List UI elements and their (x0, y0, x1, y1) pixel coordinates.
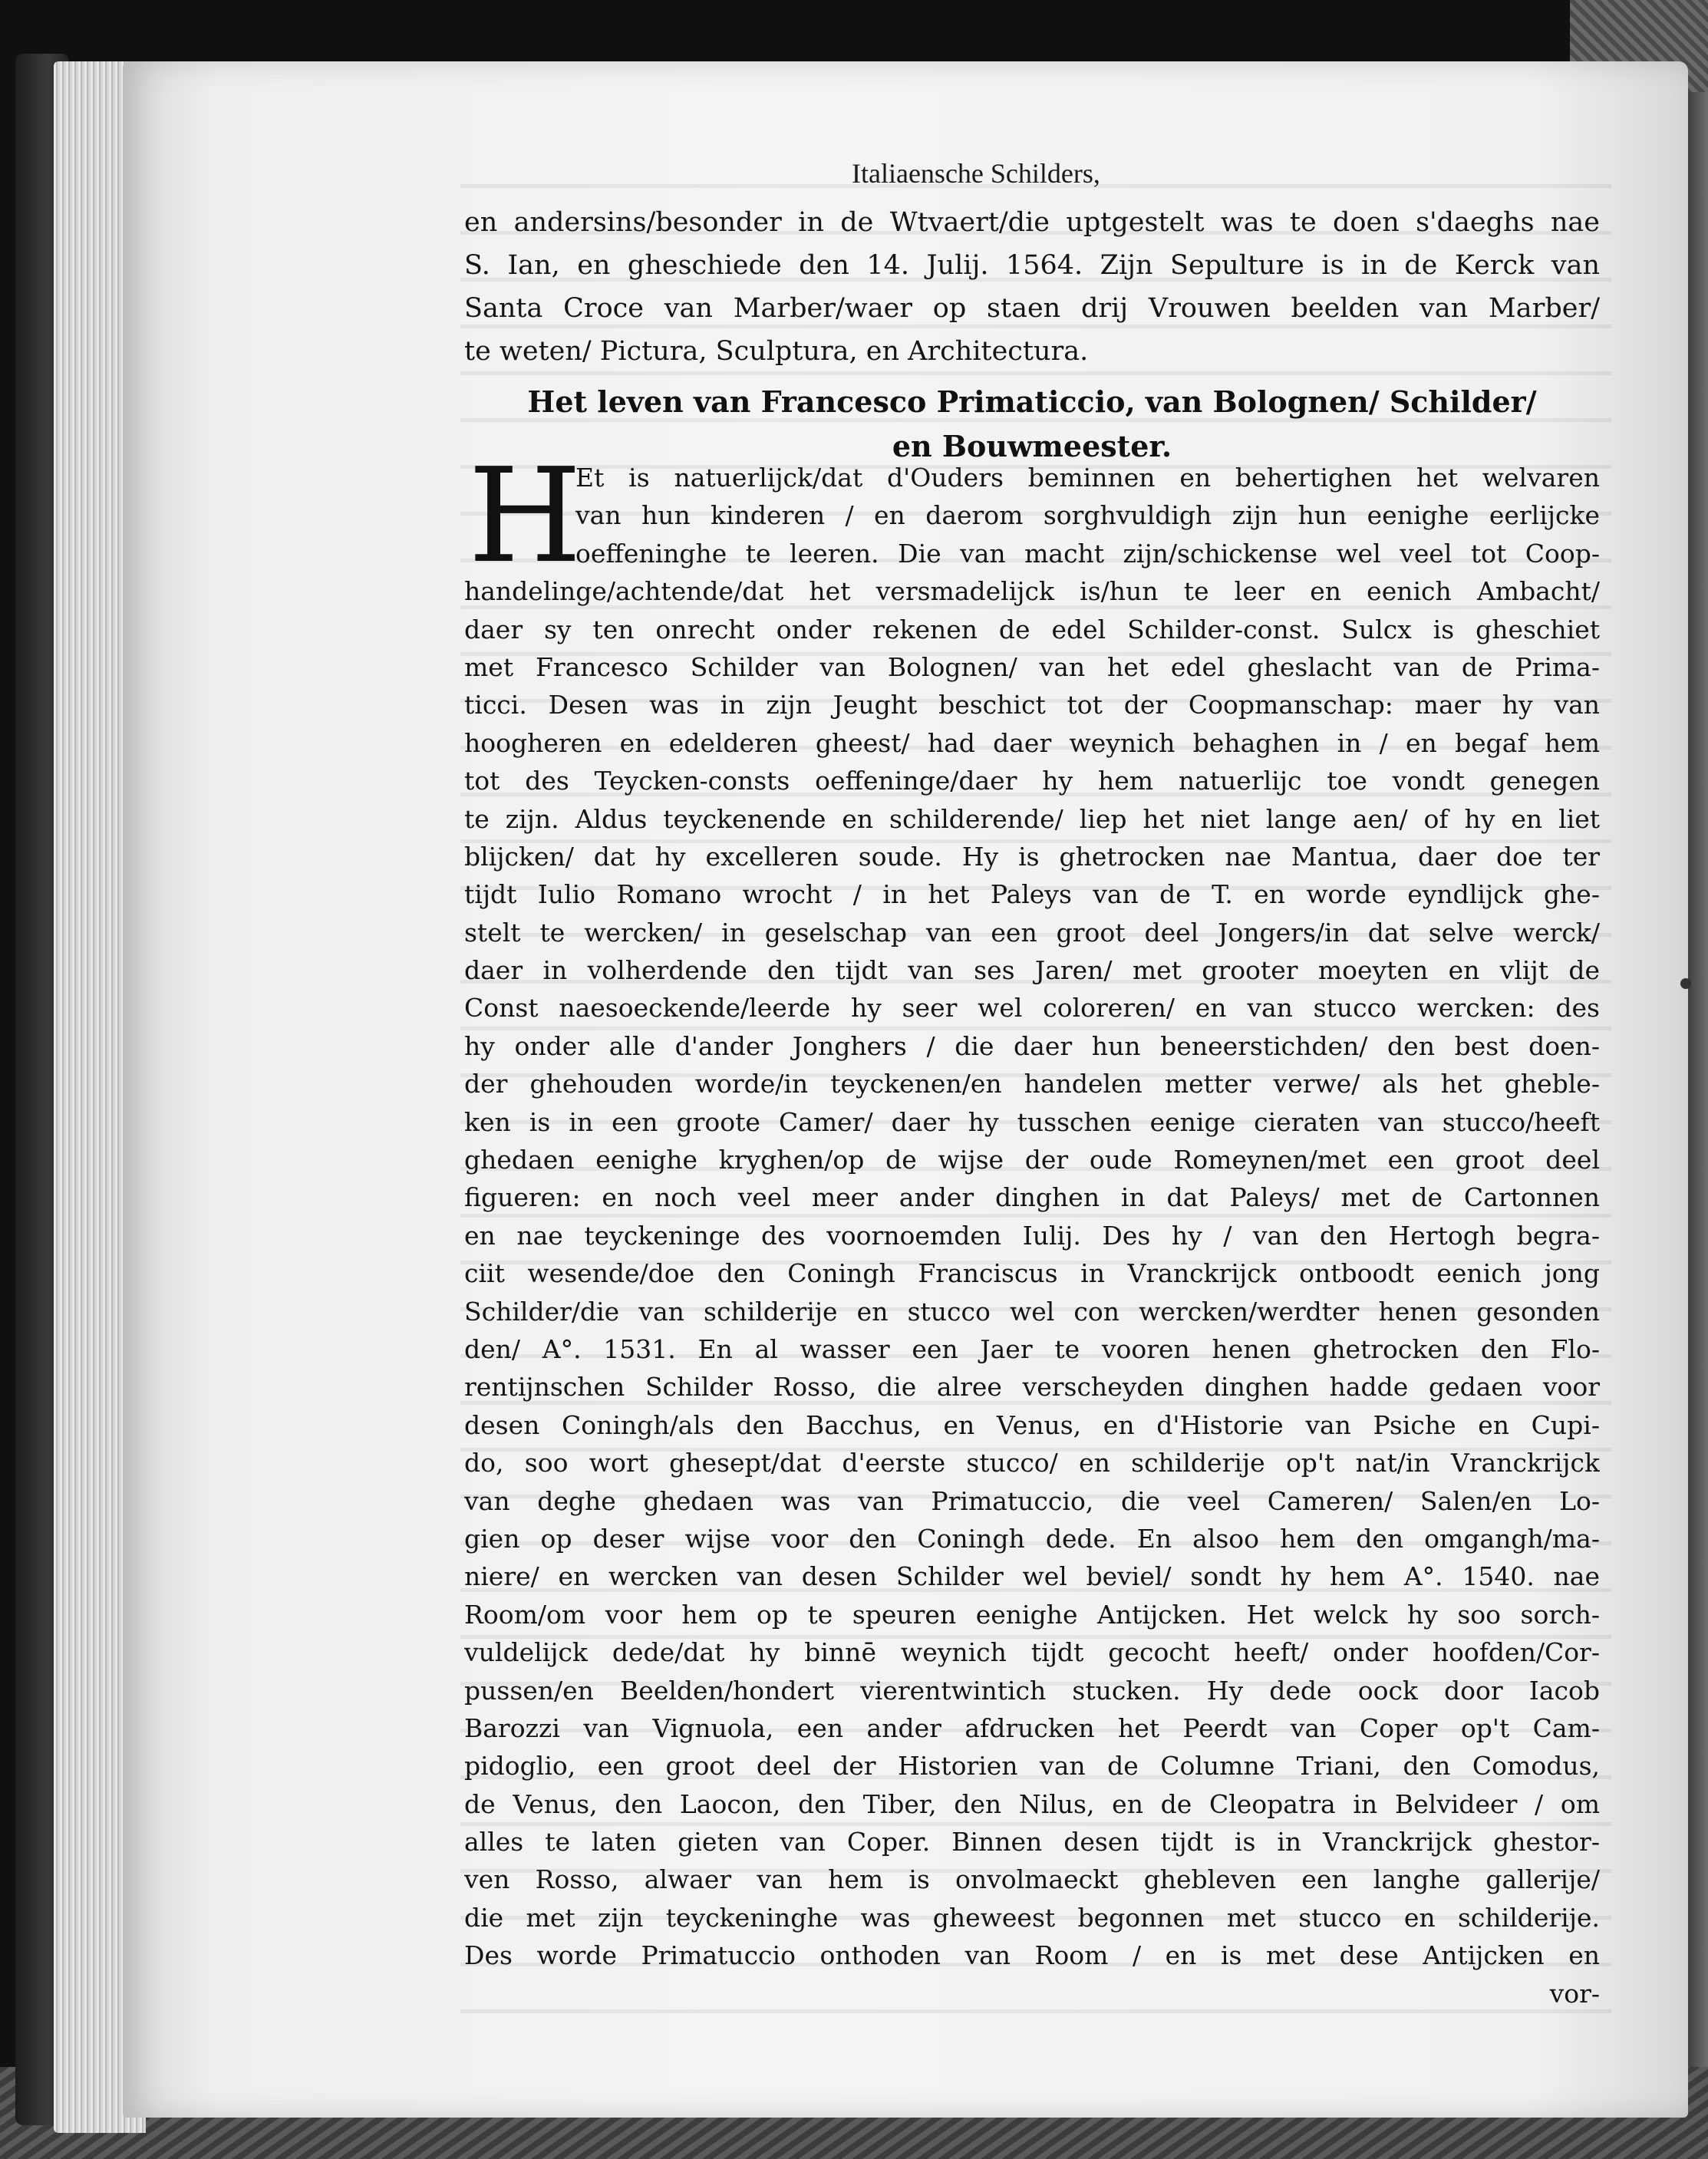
text-line: en nae teyckeninge des voornoemden Iulij. Des hy / van den Hertogh begra- (464, 1220, 1600, 1251)
chapter-heading (464, 380, 1600, 469)
top-paragraph (464, 201, 1600, 373)
heading-line: en Bouwmeester. (892, 429, 1172, 463)
heading-line: Het leven van Francesco Primaticcio, van Bolognen/ Schilder/ (527, 384, 1537, 419)
text-line: de Venus, den Laocon, den Tiber, den Nilus, en de Cleopatra in Belvideer / om (464, 1788, 1600, 1819)
text-line: Const naesoeckende/leerde hy seer wel coloreren/ en van stucco wercken: des (464, 993, 1600, 1023)
text-line: ken is in een groote Camer/ daer hy tusschen eenige cieraten van stucco/heeft (464, 1106, 1600, 1137)
text-line: rentijnschen Schilder Rosso, die alree verscheyden dinghen hadde gedaen voor (464, 1372, 1600, 1403)
text-line: te weten/ Pictura, Sculptura, en Architectura. (464, 336, 1089, 367)
text-line: hoogheren en edelderen gheest/ had daer weynich behaghen in / en begaf hem (464, 727, 1600, 758)
text-line: figueren: en noch veel meer ander dinghen in dat Paleys/ met de Cartonnen (464, 1182, 1600, 1213)
text-line: tijdt Iulio Romano wrocht / in het Paleys van de T. en worde eyndlijck ghe- (464, 879, 1600, 910)
text-line: pidoglio, een groot deel der Historien van de Columne Triani, den Comodus, (464, 1751, 1600, 1782)
text-line: do, soo wort ghesept/dat d'eerste stucco/ en schilderije op't nat/in Vranckrijck (464, 1448, 1600, 1478)
text-line: oeffeninghe te leeren. Die van macht zijn/schickense wel veel tot Coop- (575, 538, 1600, 569)
text-line: den/ A°. 1531. En al wasser een Jaer te vooren henen ghetrocken den Flo- (464, 1333, 1600, 1364)
text-line: ven Rosso, alwaer van hem is onvolmaeckt ghebleven een langhe gallerije/ (464, 1864, 1600, 1895)
text-line: ghedaen eenighe kryghen/op de wijse der oude Romeynen/met een groot deel (464, 1145, 1600, 1175)
text-line: blijcken/ dat hy excelleren soude. Hy is ghetrocken nae Mantua, daer doe ter (464, 841, 1600, 872)
text-line: alles te laten gieten van Coper. Binnen desen tijdt is in Vranckrijck ghestor- (464, 1827, 1600, 1857)
text-line: die met zijn teyckeninghe was gheweest begonnen met stucco en schilderije. (464, 1902, 1600, 1933)
text-line: Barozzi van Vignuola, een ander afdrucken het Peerdt van Coper op't Cam- (464, 1712, 1600, 1743)
text-line: S. Ian, en gheschiede den 14. Julij. 1564. Zijn Sepulture is in de Kerck van (464, 250, 1600, 281)
text-line: tot des Teycken-consts oeffeninge/daer hy hem natuerlijc toe vondt genegen (464, 766, 1600, 796)
text-line: gien op deser wijse voor den Coningh dede. En alsoo hem den omgangh/ma- (464, 1523, 1600, 1554)
text-line: en andersins/besonder in de Wtvaert/die uptgestelt was te doen s'daeghs nae (464, 207, 1600, 238)
text-line: Schilder/die van schilderije en stucco wel con wercken/werdter henen gesonden (464, 1296, 1600, 1327)
text-line: van deghe ghedaen was van Primatuccio, die veel Cameren/ Salen/en Lo- (464, 1485, 1600, 1516)
text-line: der ghehouden worde/in teyckenen/en handelen metter verwe/ als het gheble- (464, 1069, 1600, 1099)
text-line: Santa Croce van Marber/waer op staen drij Vrouwen beelden van Marber/ (464, 293, 1600, 324)
running-head: Italiaensche Schilders, (852, 158, 1100, 189)
text-line: handelinge/achtende/dat het versmadelijck is/hun te leer en eenich Ambacht/ (464, 576, 1600, 607)
text-line: te zijn. Aldus teyckenende en schilderende/ liep het niet lange aen/ of hy en liet (464, 803, 1600, 834)
cloth-edge (1685, 92, 1708, 2159)
page-mark (1680, 978, 1691, 989)
text-line: daer sy ten onrecht onder rekenen de edel Schilder-const. Sulcx is gheschiet (464, 614, 1600, 644)
text-line: daer in volherdende den tijdt van ses Jaren/ met grooter moeyten en vlijt de (464, 955, 1600, 986)
text-line: stelt te wercken/ in geselschap van een groot deel Jongers/in dat selve werck/ (464, 917, 1600, 948)
text-line: van hun kinderen / en daerom sorghvuldigh zijn hun eenighe eerlijcke (575, 500, 1600, 531)
text-line: pussen/en Beelden/hondert vierentwintich stucken. Hy dede oock door Iacob (464, 1675, 1600, 1706)
text-line: desen Coningh/als den Bacchus, en Venus, en d'Historie van Psiche en Cupi- (464, 1409, 1600, 1440)
text-line: met Francesco Schilder van Bolognen/ van het edel gheslacht van de Prima- (464, 651, 1600, 682)
text-line: ciit wesende/doe den Coningh Franciscus in Vranckrijck ontboodt eenich jong (464, 1258, 1600, 1289)
text-line: Et is natuerlijck/dat d'Ouders beminnen en behertighen het welvaren (575, 463, 1600, 493)
text-line: Room/om voor hem op te speuren eenighe Antijcken. Het welck hy soo sorch- (464, 1599, 1600, 1630)
text-line: vuldelijck dede/dat hy binnē weynich tijdt gecocht heeft/ onder hoofden/Cor- (464, 1637, 1600, 1668)
text-line: niere/ en wercken van desen Schilder wel beviel/ sondt hy hem A°. 1540. nae (464, 1561, 1600, 1592)
text-line: hy onder alle d'ander Jonghers / die daer hun beneerstichden/ den best doen- (464, 1030, 1600, 1061)
text-line: Des worde Primatuccio onthoden van Room / en is met dese Antijcken en (464, 1940, 1600, 1971)
catchword: vor- (1549, 1978, 1600, 2009)
text-line: ticci. Desen was in zijn Jeught beschict tot der Coopmanschap: maer hy van (464, 690, 1600, 720)
drop-cap: H (468, 440, 582, 592)
